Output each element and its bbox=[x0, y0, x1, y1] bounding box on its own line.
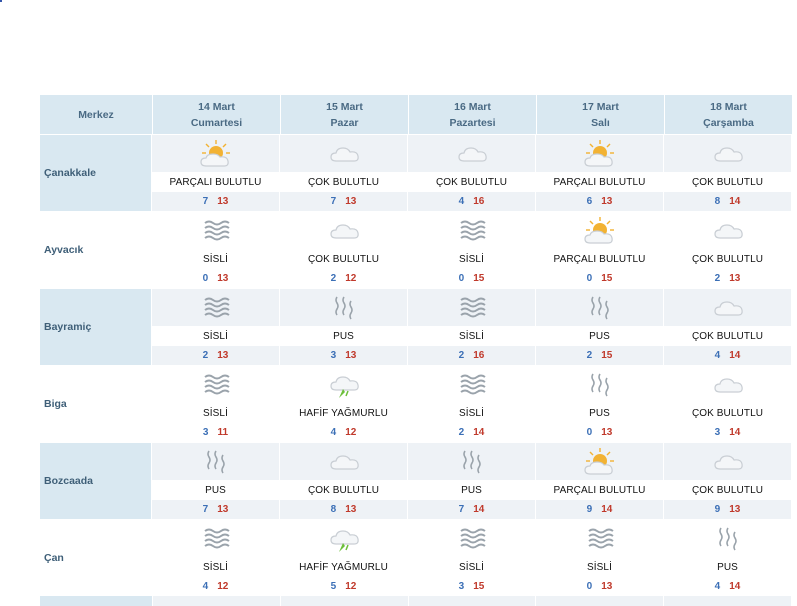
forecast-cell bbox=[280, 366, 408, 442]
max-temp: 12 bbox=[345, 273, 357, 284]
max-temp: 14 bbox=[473, 504, 485, 515]
forecast-cell bbox=[280, 212, 408, 288]
fog-icon bbox=[408, 520, 535, 557]
day-date: 18 Mart bbox=[710, 100, 747, 113]
table-row bbox=[40, 520, 791, 596]
fog-icon bbox=[152, 520, 279, 557]
min-temp: 4 bbox=[202, 581, 209, 592]
city-name[interactable]: Çanakkale bbox=[40, 135, 152, 211]
temperature-range bbox=[664, 577, 791, 596]
day-weekday: Salı bbox=[591, 116, 610, 129]
temperature-range bbox=[408, 192, 535, 211]
temperature-range bbox=[536, 192, 663, 211]
table-row bbox=[40, 212, 791, 288]
cloudy-icon bbox=[280, 212, 407, 249]
temperature-range bbox=[152, 577, 279, 596]
forecast-cell bbox=[152, 289, 280, 365]
day-date: 15 Mart bbox=[326, 100, 363, 113]
max-temp: 14 bbox=[729, 350, 741, 361]
fog-icon bbox=[408, 289, 535, 326]
temperature-range bbox=[408, 269, 535, 288]
min-temp: 4 bbox=[714, 581, 721, 592]
max-temp: 14 bbox=[729, 581, 741, 592]
max-temp: 13 bbox=[729, 273, 741, 284]
cloudy-icon bbox=[664, 289, 791, 326]
forecast-cell bbox=[152, 212, 280, 288]
day-date: 14 Mart bbox=[198, 100, 235, 113]
cloudy-icon bbox=[664, 212, 791, 249]
day-weekday: Pazar bbox=[330, 116, 359, 129]
day-weekday: Çarşamba bbox=[703, 116, 754, 129]
min-temp: 4 bbox=[330, 427, 337, 438]
min-temp: 3 bbox=[458, 581, 465, 592]
temperature-range bbox=[280, 577, 407, 596]
forecast-cell bbox=[536, 289, 664, 365]
day-header bbox=[409, 95, 537, 134]
forecast-cell bbox=[664, 443, 791, 519]
temperature-range bbox=[408, 423, 535, 442]
table-row bbox=[40, 135, 791, 211]
max-temp: 12 bbox=[217, 581, 229, 592]
min-temp: 2 bbox=[202, 350, 209, 361]
weather-description: SİSLİ bbox=[152, 557, 279, 577]
cloudy-icon bbox=[280, 443, 407, 480]
min-temp: 0 bbox=[586, 581, 593, 592]
fog-icon bbox=[408, 212, 535, 249]
next-row-icon-cell bbox=[536, 596, 664, 606]
light-rain-icon bbox=[280, 366, 407, 403]
city-name[interactable]: Bozcaada bbox=[40, 443, 152, 519]
temperature-range bbox=[536, 269, 663, 288]
weather-description: ÇOK BULUTLU bbox=[664, 326, 791, 346]
fog-icon bbox=[152, 212, 279, 249]
weather-description: HAFİF YAĞMURLU bbox=[280, 403, 407, 423]
next-row-icon-cell bbox=[281, 596, 409, 606]
fog-icon bbox=[152, 366, 279, 403]
temperature-range bbox=[536, 500, 663, 519]
next-row-icon-cell bbox=[153, 596, 281, 606]
max-temp: 15 bbox=[473, 581, 485, 592]
max-temp: 14 bbox=[601, 504, 613, 515]
weather-description: PARÇALI BULUTLU bbox=[152, 172, 279, 192]
min-temp: 7 bbox=[330, 196, 337, 207]
max-temp: 14 bbox=[473, 427, 485, 438]
min-temp: 7 bbox=[458, 504, 465, 515]
day-date: 17 Mart bbox=[582, 100, 619, 113]
min-temp: 4 bbox=[714, 350, 721, 361]
forecast-cell bbox=[536, 212, 664, 288]
max-temp: 13 bbox=[729, 504, 741, 515]
min-temp: 0 bbox=[586, 427, 593, 438]
max-temp: 14 bbox=[729, 196, 741, 207]
max-temp: 13 bbox=[601, 196, 613, 207]
forecast-cell bbox=[280, 135, 408, 211]
day-date: 16 Mart bbox=[454, 100, 491, 113]
forecast-cell bbox=[280, 520, 408, 596]
forecast-cell bbox=[152, 366, 280, 442]
forecast-cell bbox=[152, 135, 280, 211]
day-header bbox=[665, 95, 792, 134]
day-header bbox=[537, 95, 665, 134]
min-temp: 0 bbox=[202, 273, 209, 284]
forecast-cell bbox=[408, 520, 536, 596]
max-temp: 16 bbox=[473, 196, 485, 207]
partly-cloudy-icon bbox=[536, 212, 663, 249]
forecast-cell bbox=[664, 520, 791, 596]
cloudy-icon bbox=[664, 443, 791, 480]
weather-description: PUS bbox=[664, 557, 791, 577]
forecast-cell bbox=[408, 135, 536, 211]
forecast-table bbox=[40, 95, 791, 596]
weather-description: PUS bbox=[408, 480, 535, 500]
max-temp: 15 bbox=[601, 350, 613, 361]
temperature-range bbox=[536, 346, 663, 365]
corner-dot bbox=[0, 0, 2, 2]
forecast-cell bbox=[152, 520, 280, 596]
weather-description: ÇOK BULUTLU bbox=[408, 172, 535, 192]
weather-description: SİSLİ bbox=[152, 249, 279, 269]
temperature-range bbox=[280, 346, 407, 365]
temperature-range bbox=[152, 500, 279, 519]
max-temp: 13 bbox=[345, 350, 357, 361]
partly-cloudy-icon bbox=[536, 443, 663, 480]
forecast-cell bbox=[408, 366, 536, 442]
forecast-cell bbox=[408, 289, 536, 365]
forecast-cell bbox=[664, 135, 791, 211]
max-temp: 13 bbox=[217, 196, 229, 207]
table-row bbox=[40, 289, 791, 365]
weather-description: ÇOK BULUTLU bbox=[280, 172, 407, 192]
temperature-range bbox=[280, 192, 407, 211]
day-header bbox=[281, 95, 409, 134]
min-temp: 3 bbox=[202, 427, 209, 438]
forecast-cell bbox=[280, 443, 408, 519]
temperature-range bbox=[664, 423, 791, 442]
next-row-icon-cell bbox=[664, 596, 791, 606]
forecast-cell bbox=[152, 443, 280, 519]
min-temp: 9 bbox=[714, 504, 721, 515]
mist-icon bbox=[280, 289, 407, 326]
merkez-header: Merkez bbox=[40, 95, 153, 134]
temperature-range bbox=[152, 346, 279, 365]
weather-description: ÇOK BULUTLU bbox=[280, 249, 407, 269]
next-row-partial bbox=[40, 596, 791, 606]
fog-icon bbox=[408, 366, 535, 403]
temperature-range bbox=[152, 192, 279, 211]
weather-description: SİSLİ bbox=[152, 326, 279, 346]
min-temp: 4 bbox=[458, 196, 465, 207]
next-row-city-cell bbox=[40, 596, 153, 606]
weather-description: PARÇALI BULUTLU bbox=[536, 480, 663, 500]
forecast-cell bbox=[536, 135, 664, 211]
min-temp: 0 bbox=[458, 273, 465, 284]
max-temp: 15 bbox=[473, 273, 485, 284]
temperature-range bbox=[408, 500, 535, 519]
mist-icon bbox=[536, 289, 663, 326]
min-temp: 3 bbox=[330, 350, 337, 361]
min-temp: 6 bbox=[586, 196, 593, 207]
weather-description: ÇOK BULUTLU bbox=[664, 480, 791, 500]
temperature-range bbox=[664, 192, 791, 211]
temperature-range bbox=[280, 423, 407, 442]
mist-icon bbox=[408, 443, 535, 480]
city-name[interactable]: Bayramiç bbox=[40, 289, 152, 365]
min-temp: 2 bbox=[586, 350, 593, 361]
day-header bbox=[153, 95, 281, 134]
table-row bbox=[40, 366, 791, 442]
min-temp: 0 bbox=[586, 273, 593, 284]
weather-description: PARÇALI BULUTLU bbox=[536, 249, 663, 269]
max-temp: 14 bbox=[729, 427, 741, 438]
city-name[interactable]: Ayvacık bbox=[40, 212, 152, 288]
partly-cloudy-icon bbox=[536, 135, 663, 172]
forecast-cell bbox=[408, 443, 536, 519]
weather-description: SİSLİ bbox=[536, 557, 663, 577]
temperature-range bbox=[664, 269, 791, 288]
weather-description: HAFİF YAĞMURLU bbox=[280, 557, 407, 577]
weather-description: ÇOK BULUTLU bbox=[280, 480, 407, 500]
min-temp: 3 bbox=[714, 427, 721, 438]
city-name[interactable]: Çan bbox=[40, 520, 152, 596]
weather-description: SİSLİ bbox=[408, 326, 535, 346]
partly-cloudy-icon bbox=[152, 135, 279, 172]
mist-icon bbox=[152, 443, 279, 480]
temperature-range bbox=[408, 346, 535, 365]
min-temp: 2 bbox=[714, 273, 721, 284]
max-temp: 13 bbox=[601, 427, 613, 438]
min-temp: 2 bbox=[458, 427, 465, 438]
max-temp: 13 bbox=[217, 273, 229, 284]
forecast-cell bbox=[536, 520, 664, 596]
max-temp: 15 bbox=[601, 273, 613, 284]
weather-description: PUS bbox=[536, 326, 663, 346]
forecast-cell bbox=[536, 443, 664, 519]
weather-description: SİSLİ bbox=[408, 249, 535, 269]
temperature-range bbox=[536, 577, 663, 596]
forecast-cell bbox=[536, 366, 664, 442]
temperature-range bbox=[664, 346, 791, 365]
weather-description: PUS bbox=[280, 326, 407, 346]
weather-description: SİSLİ bbox=[152, 403, 279, 423]
max-temp: 13 bbox=[601, 581, 613, 592]
forecast-cell bbox=[664, 212, 791, 288]
forecast-cell bbox=[664, 366, 791, 442]
weather-description: PARÇALI BULUTLU bbox=[536, 172, 663, 192]
temperature-range bbox=[664, 500, 791, 519]
max-temp: 13 bbox=[217, 504, 229, 515]
min-temp: 2 bbox=[330, 273, 337, 284]
cloudy-icon bbox=[664, 135, 791, 172]
temperature-range bbox=[152, 269, 279, 288]
max-temp: 13 bbox=[345, 504, 357, 515]
temperature-range bbox=[280, 269, 407, 288]
min-temp: 8 bbox=[714, 196, 721, 207]
temperature-range bbox=[152, 423, 279, 442]
weather-description: ÇOK BULUTLU bbox=[664, 249, 791, 269]
min-temp: 9 bbox=[586, 504, 593, 515]
cloudy-icon bbox=[664, 366, 791, 403]
weather-description: PUS bbox=[536, 403, 663, 423]
min-temp: 8 bbox=[330, 504, 337, 515]
fog-icon bbox=[536, 520, 663, 557]
temperature-range bbox=[280, 500, 407, 519]
day-weekday: Cumartesi bbox=[190, 116, 243, 129]
weather-description: SİSLİ bbox=[408, 557, 535, 577]
temperature-range bbox=[408, 577, 535, 596]
max-temp: 12 bbox=[345, 581, 357, 592]
max-temp: 12 bbox=[345, 427, 357, 438]
day-weekday: Pazartesi bbox=[449, 116, 496, 129]
min-temp: 5 bbox=[330, 581, 337, 592]
forecast-cell bbox=[280, 289, 408, 365]
min-temp: 2 bbox=[458, 350, 465, 361]
cloudy-icon bbox=[408, 135, 535, 172]
max-temp: 11 bbox=[217, 427, 229, 438]
forecast-cell bbox=[408, 212, 536, 288]
table-row bbox=[40, 443, 791, 519]
cloudy-icon bbox=[280, 135, 407, 172]
mist-icon bbox=[536, 366, 663, 403]
max-temp: 13 bbox=[217, 350, 229, 361]
weather-description: SİSLİ bbox=[408, 403, 535, 423]
max-temp: 16 bbox=[473, 350, 485, 361]
min-temp: 7 bbox=[202, 196, 209, 207]
weather-description: ÇOK BULUTLU bbox=[664, 172, 791, 192]
fog-icon bbox=[152, 289, 279, 326]
temperature-range bbox=[536, 423, 663, 442]
header-row bbox=[40, 95, 791, 134]
forecast-cell bbox=[664, 289, 791, 365]
mist-icon bbox=[664, 520, 791, 557]
light-rain-icon bbox=[280, 520, 407, 557]
min-temp: 7 bbox=[202, 504, 209, 515]
city-name[interactable]: Biga bbox=[40, 366, 152, 442]
next-row-icon-cell bbox=[409, 596, 537, 606]
weather-description: PUS bbox=[152, 480, 279, 500]
max-temp: 13 bbox=[345, 196, 357, 207]
weather-description: ÇOK BULUTLU bbox=[664, 403, 791, 423]
